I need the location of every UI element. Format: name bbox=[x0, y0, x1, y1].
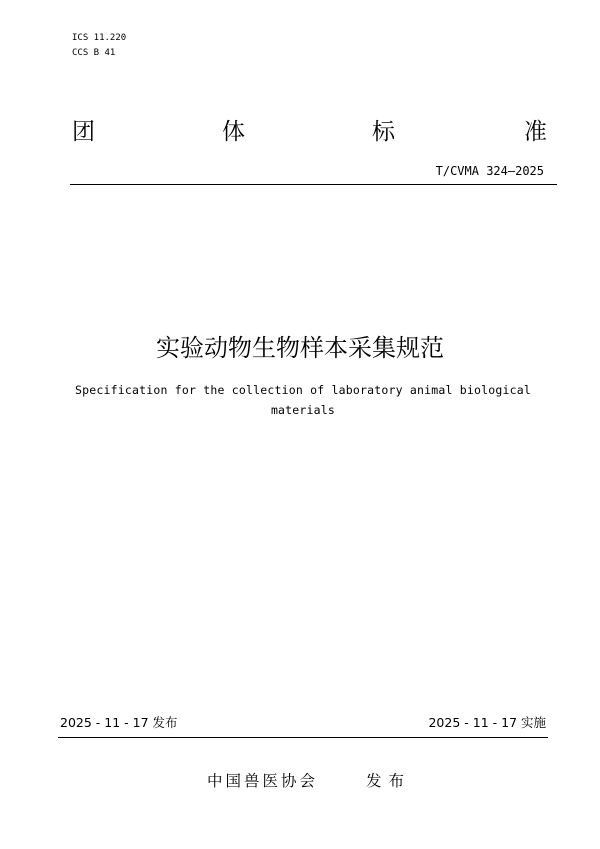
publisher-action: 发布 bbox=[366, 772, 412, 790]
heading-char-4: 准 bbox=[524, 119, 547, 145]
standard-number: T/CVMA 324—2025 bbox=[435, 164, 544, 178]
publish-date: 2025 - 11 - 17 发布 bbox=[60, 715, 178, 730]
effective-date: 2025 - 11 - 17 实施 bbox=[428, 715, 546, 730]
document-type-heading bbox=[72, 117, 548, 147]
publisher-name: 中国兽医协会 bbox=[207, 772, 319, 790]
ics-code: ICS 11.220 bbox=[72, 33, 127, 43]
heading-char-2: 体 bbox=[222, 119, 245, 145]
top-divider bbox=[70, 184, 557, 185]
title-english: Specification for the collection of laboratory animal biological materials bbox=[75, 383, 531, 417]
heading-char-3: 标 bbox=[372, 119, 395, 145]
ccs-code: CCS B 41 bbox=[72, 48, 116, 58]
title-chinese: 实验动物生物样本采集规范 bbox=[156, 334, 444, 362]
heading-char-1: 团 bbox=[72, 119, 95, 145]
bottom-divider bbox=[58, 737, 548, 738]
